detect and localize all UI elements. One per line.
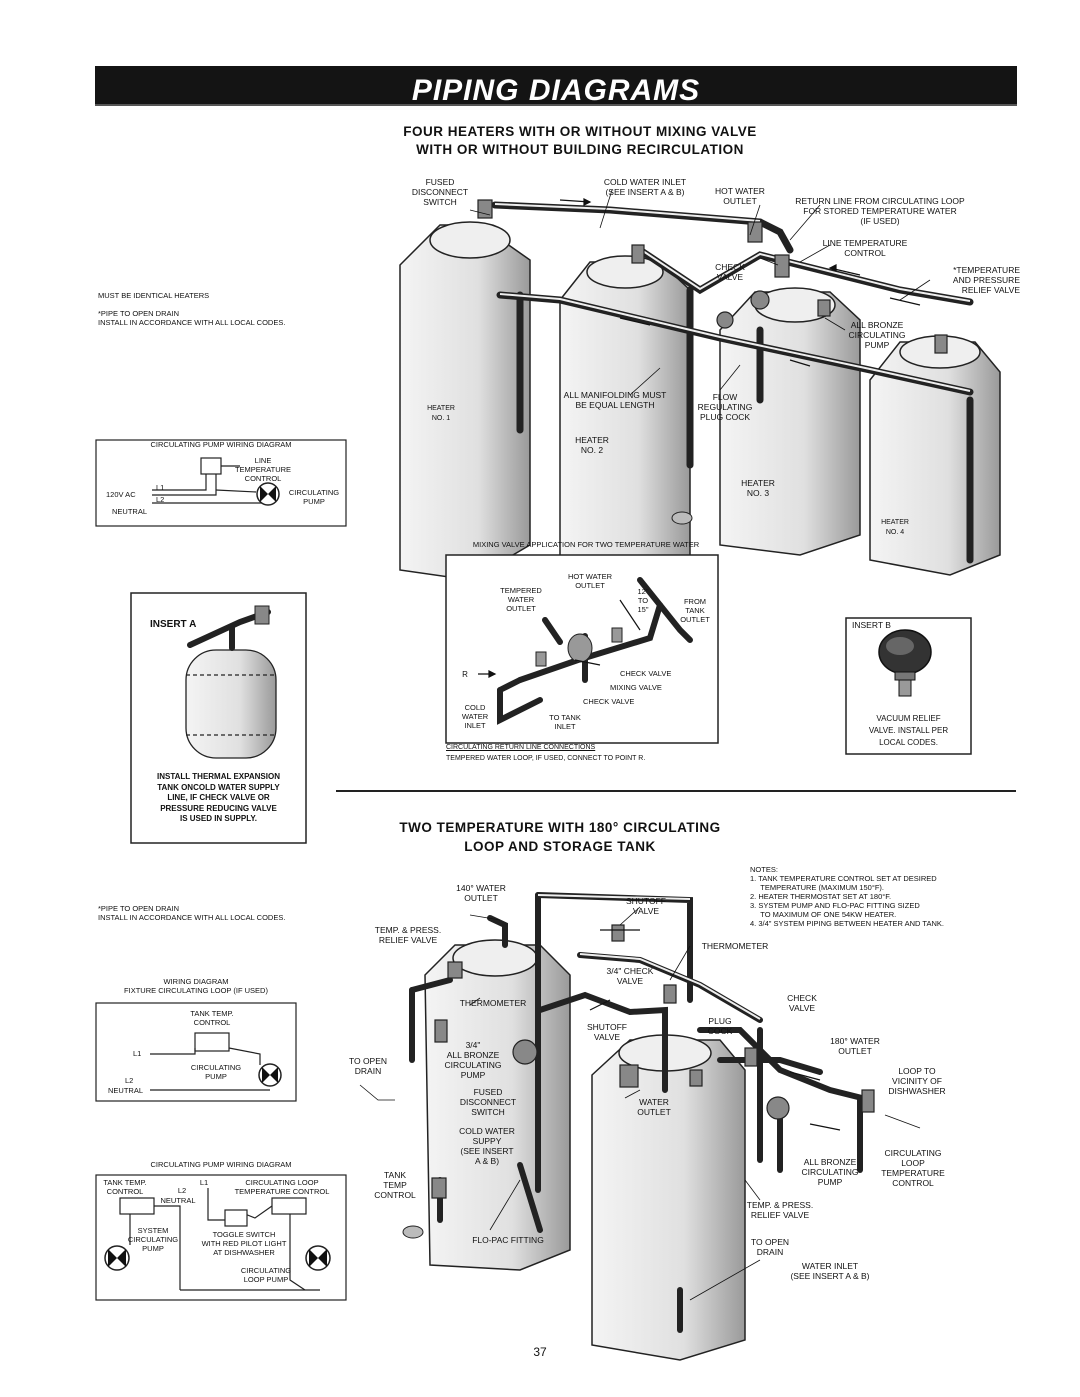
wiring-box-1-pump: CIRCULATING PUMP [288,488,340,506]
floor-drain [672,512,692,524]
mixing-to-tank-inlet: TO TANK INLET [549,713,581,731]
s2-label-to-open-drain2: TO OPEN DRAIN [750,1237,790,1257]
s2-note-install-codes: INSTALL IN ACCORDANCE WITH ALL LOCAL CODES. [98,913,286,922]
label-hot-water-outlet: HOT WATER OUTLET [715,186,765,206]
s2-wiring2-title: CIRCULATING PUMP WIRING DIAGRAM [150,1160,292,1169]
s2-label-to-open-drain: TO OPEN DRAIN [348,1056,388,1076]
note-install-codes: INSTALL IN ACCORDANCE WITH ALL LOCAL CODES. [98,318,286,327]
s2-label-140-water: 140° WATER OUTLET [456,883,506,903]
s2-label-check-valve: CHECK VALVE [787,993,817,1013]
mixing-from-tank: FROM TANK OUTLET [680,597,710,624]
page-number: 37 [533,1345,547,1359]
s2-note-pipe-to-drain: *PIPE TO OPEN DRAIN [98,904,179,913]
s2-wiring1-tank-temp: TANK TEMP. CONTROL [190,1009,234,1027]
label-line-temp-control: LINE TEMPERATURE CONTROL [822,238,908,258]
pump-symbol-1 [257,483,279,505]
label-flow-regulating: FLOW REGULATING PLUG COCK [697,392,753,422]
section1-heading-line2: WITH OR WITHOUT BUILDING RECIRCULATION [416,142,744,157]
page-title: PIPING DIAGRAMS [411,74,701,107]
note-identical-heaters: MUST BE IDENTICAL HEATERS [98,291,210,300]
pump-symbol-4 [306,1246,330,1270]
s2-note-3b: TO MAXIMUM OF ONE 54KW HEATER. [750,910,897,919]
s2-label-check-34: 3/4" CHECK VALVE [606,966,654,986]
wiring-box-1-line-temp: LINE TEMPERATURE CONTROL [234,456,292,483]
s2-wiring1-title: WIRING DIAGRAM FIXTURE CIRCULATING LOOP (IF USED) [124,977,268,995]
s2-label-shutoff2: SHUTOFF VALVE [587,1022,627,1042]
label-cold-water-inlet: COLD WATER INLET (SEE INSERT A & B) [603,177,687,197]
label-tp-relief: *TEMPERATURE AND PRESSURE RELIEF VALVE [952,265,1020,295]
flo-pac-fitting [403,1226,423,1238]
s2-wiring2-tank-temp: TANK TEMP. CONTROL [103,1178,147,1196]
label-heater-2: HEATER NO. 2 [575,435,609,455]
insert-a-title: INSERT A [150,619,197,630]
label-heater-3: HEATER NO. 3 [741,478,775,498]
s2-note-2: 2. HEATER THERMOSTAT SET AT 180°F. [750,892,892,901]
s2-note-1: 1. TANK TEMPERATURE CONTROL SET AT DESIRED [750,874,937,883]
s2-label-thermometer-left: THERMOMETER [459,998,527,1008]
section2-heading-line2: LOOP AND STORAGE TANK [464,839,656,854]
s2-label-fused-disconnect: FUSED DISCONNECT SWITCH [459,1087,517,1117]
label-heater-1: HEATER NO. 1 [427,405,455,422]
label-fused-disconnect: FUSED DISCONNECT SWITCH [411,177,469,207]
mixing-point-r: R [462,670,468,679]
mixing-mixing-valve: MIXING VALVE [610,683,662,692]
mixing-check-valve-1: CHECK VALVE [620,669,672,678]
mixing-tempered-outlet: TEMPERED WATER OUTLET [500,586,542,613]
s2-label-thermometer-top: THERMOMETER [701,941,769,951]
mixing-return-title: CIRCULATING RETURN LINE CONNECTIONS [446,744,596,751]
mixing-check-valve-2: CHECK VALVE [583,697,635,706]
s2-label-water-inlet: WATER INLET (SEE INSERT A & B) [790,1261,870,1281]
mixing-return-note: TEMPERED WATER LOOP, IF USED, CONNECT TO POINT R. [446,755,646,762]
label-check-valve: CHECK VALVE [715,262,745,282]
s2-note-1b: TEMPERATURE (MAXIMUM 150°F). [750,883,884,892]
mixing-hot-water-outlet: HOT WATER OUTLET [567,572,613,590]
s2-label-all-bronze-pump: ALL BRONZE CIRCULATING PUMP [801,1157,859,1187]
wiring-box-1-l2: L2 [156,495,165,504]
s2-wiring1-l1: L1 [133,1049,142,1058]
pump-symbol-2 [259,1064,281,1086]
label-return-line: RETURN LINE FROM CIRCULATING LOOP FOR STORED TEMPERATURE WATER (IF USED) [795,196,965,226]
heater-1-tank [400,222,530,580]
label-all-bronze-pump: ALL BRONZE CIRCULATING PUMP [848,320,906,350]
s2-label-all-bronze: 3/4" ALL BRONZE CIRCULATING PUMP [444,1040,502,1080]
insert-a-caption: INSTALL THERMAL EXPANSION TANK ONCOLD WATER SUPPLY LINE, IF CHECK VALVE OR PRESSURE REDUCING VALVE IS USED IN SUPPLY. [157,772,280,823]
s2-label-tp-relief: TEMP. & PRESS. RELIEF VALVE [374,925,442,945]
s2-wiring1-neutral: NEUTRAL [108,1086,144,1095]
s2-label-180-water: 180° WATER OUTLET [830,1036,880,1056]
s2-label-cold-water-supply: COLD WATER SUPPY (SEE INSERT A & B) [459,1126,515,1166]
s2-label-shutoff: SHUTOFF VALVE [626,896,666,916]
s2-label-flo-pac: FLO-PAC FITTING [472,1235,544,1245]
wiring-box-1-l1: L1 [156,483,165,492]
mixing-box-title: MIXING VALVE APPLICATION FOR TWO TEMPERATURE WATER [472,540,700,549]
label-heater-4: HEATER NO. 4 [881,519,909,536]
s2-wiring1-pump: CIRCULATING PUMP [190,1063,242,1081]
heater-tank-2 [592,1035,745,1360]
s2-label-plug-cock: PLUG COCK [707,1016,733,1036]
s2-label-water-outlet: WATER OUTLET [637,1097,671,1117]
mixing-cold-water-inlet: COLD WATER INLET [461,703,489,730]
insert-b-title: INSERT B [852,620,891,630]
note-pipe-to-drain: *PIPE TO OPEN DRAIN [98,309,179,318]
wiring-box-1-neutral: NEUTRAL [112,507,148,516]
s2-wiring2-system-pump: SYSTEM CIRCULATING PUMP [127,1226,179,1253]
insert-b-caption: VACUUM RELIEF VALVE. INSTALL PER LOCAL CODES. [868,714,949,747]
s2-wiring2-neutral: NEUTRAL [160,1196,196,1205]
s2-wiring2-l1: L1 [199,1178,209,1187]
label-manifolding: ALL MANIFOLDING MUST BE EQUAL LENGTH [563,390,667,410]
s2-wiring1-l2: L2 [125,1076,134,1085]
s2-label-tank-temp-control: TANK TEMP CONTROL [374,1170,416,1200]
section1-heading-line1: FOUR HEATERS WITH OR WITHOUT MIXING VALVE [403,124,757,139]
expansion-tank [186,650,276,758]
s2-label-loop-vicinity: LOOP TO VICINITY OF DISHWASHER [888,1066,946,1096]
s2-notes-title: NOTES: [750,865,778,874]
wiring-box-1-voltage: 120V AC [106,490,136,499]
wiring-box-1-title: CIRCULATING PUMP WIRING DIAGRAM [150,440,292,449]
s2-wiring2-l2: L2 [177,1186,187,1195]
s2-label-tp-relief2: TEMP. & PRESS. RELIEF VALVE [746,1200,814,1220]
mixing-12-to-15: 12" TO 15" [637,587,649,614]
s2-wiring2-loop-pump: CIRCULATING LOOP PUMP [240,1266,292,1284]
s2-note-3: 3. SYSTEM PUMP AND FLO-PAC FITTING SIZED [750,901,920,910]
s2-note-4: 4. 3/4" SYSTEM PIPING BETWEEN HEATER AND TANK. [750,919,944,928]
s2-wiring2-toggle: TOGGLE SWITCH WITH RED PILOT LIGHT AT DISHWASHER [201,1230,287,1257]
s2-wiring2-loop-control: CIRCULATING LOOP TEMPERATURE CONTROL [234,1178,330,1196]
s2-label-loop-temp-control: CIRCULATING LOOP TEMPERATURE CONTROL [881,1148,945,1188]
section2-heading-line1: TWO TEMPERATURE WITH 180° CIRCULATING [399,820,721,835]
